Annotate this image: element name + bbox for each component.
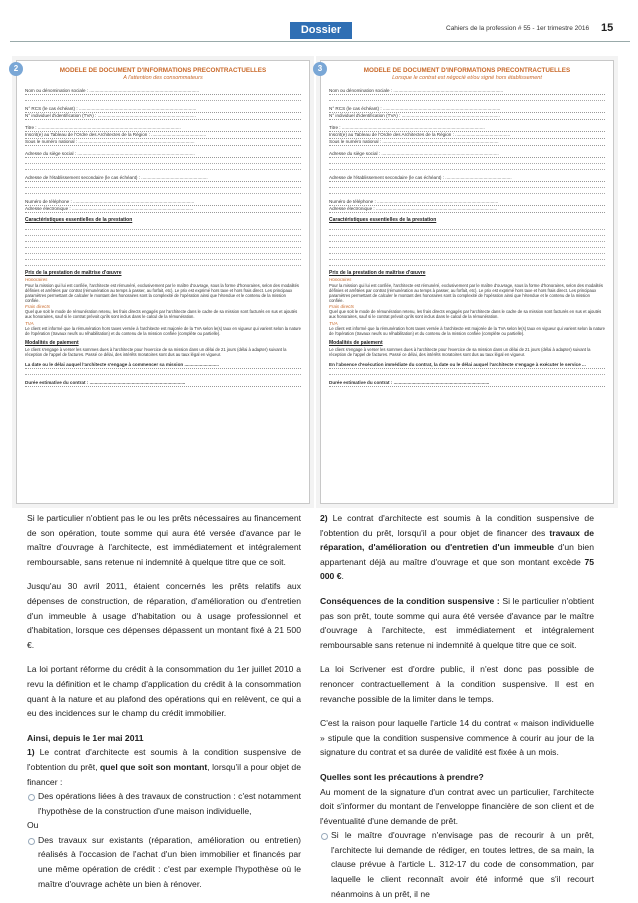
text-run: Si le particulier n'obtient pas son prêt, toute somme qui aura été versée d'avance par le maître d'ouvrage à l'architecte, est immédiatement et intégralement remboursable sans retenue ni indemnité à quelque titre que ce soit. xyxy=(320,595,594,650)
emphasis: Conséquences de la condition suspensive : xyxy=(320,595,500,606)
form-field: Sous le numéro national : ........................................................................................... xyxy=(329,139,605,146)
form-paragraph: Le client s'engage à verser les sommes dues à l'architecte pour l'exercice de sa mission dans un délai de 21 jours (délai à adapter) suivant la réception de l'appel de factures. Passé ce délai, des intérêts moratoires sont dus au taux légal en vigueur. xyxy=(25,347,287,358)
form-field: Titre : ................................................................................................................ xyxy=(329,125,605,132)
form-field: N° RCS (le cas échéant) : ............................................................................................ xyxy=(25,106,301,113)
article-column-right xyxy=(320,511,594,901)
form-field: Durée estimative du contrat : ........................................................................... xyxy=(329,380,605,387)
form-field: Numéro de téléphone : ............................................................................................... xyxy=(25,199,301,206)
bullet-item: Des travaux sur existants (réparation, amélioration ou entretien) réalisés à l'occasion de l'achat d'un bien immobilier et financés par une même opération de crédit : c'est par exemple l'hypothèse où le maître d'ouvrage achète un bien à rénover. xyxy=(27,833,301,891)
form-section-heading: Caractéristiques essentielles de la prestation xyxy=(25,217,133,223)
form-subtitle: A l'attention des consommateurs xyxy=(123,75,203,81)
form-sublabel: TVA xyxy=(25,320,34,326)
form-paragraph: Le client s'engage à verser les sommes dues à l'architecte pour l'exercice de sa mission dans un délai de 21 jours (délai à adapter) suivant la réception de l'appel de factures. Passé ce délai, des intérêts moratoires sont dus au taux légal en vigueur. xyxy=(329,347,591,358)
page-number: 15 xyxy=(601,22,614,34)
precontract-form-consumers xyxy=(16,60,310,504)
form-field: Adresse du siège social : ............................................................................................ xyxy=(329,151,605,158)
paragraph: Ou xyxy=(27,820,39,831)
bullet-item: Des opérations liées à des travaux de construction : c'est notamment l'hypothèse de la construction d'une maison individuelle, xyxy=(27,789,301,818)
figure-badge-3: 3 xyxy=(313,62,327,76)
form-dotted-line xyxy=(329,260,605,266)
paragraph xyxy=(320,511,594,584)
form-field: Nom ou dénomination sociale : ...................................................................................... xyxy=(329,88,605,95)
paragraph: C'est la raison pour laquelle l'article 14 du contrat « maison individuelle » stipule que la condition suspensive commence à courir au jour de la signature du contrat et sa durée de validité est fixée à un mois. xyxy=(320,718,594,758)
form-field: Durée estimative du contrat : ........................................................................... xyxy=(25,380,301,387)
form-subtitle: Lorsque le contrat est négocié et/ou signé hors établissement xyxy=(392,75,542,81)
emphasis: travaux de réparation, d'amélioration ou d'entretien d'un immeuble xyxy=(320,527,594,553)
precontract-form-off-premises xyxy=(320,60,614,504)
text-run: . xyxy=(341,571,344,582)
section-heading: Ainsi, depuis le 1er mai 2011 xyxy=(27,732,144,743)
form-field: Adresse électronique : ............................................................................................... xyxy=(329,206,605,213)
form-sublabel: TVA xyxy=(329,320,338,326)
form-paragraph: Pour la mission qui lui est confiée, l'architecte est rémunéré, exclusivement par le maître d'ouvrage, sous la forme d'honoraires, selon des modalités définies et arrêtées par contrat (rémunération au temps à passer, au forfait, etc). Le prix est exprimé hors taxe et hors frais direct. Les principaux paramètres permettant de calculer le montant des honoraires sont la complexité de l'opération ainsi que l'étendue et le contenu de la mission confiée. xyxy=(25,282,300,303)
form-field: Numéro de téléphone : ............................................................................................... xyxy=(329,199,605,206)
form-sublabel: Honoraires xyxy=(25,277,48,282)
figure-badge-2: 2 xyxy=(9,62,23,76)
form-field: Titre : ................................................................................................................ xyxy=(25,125,301,132)
bullet-item: Si le maître d'ouvrage n'envisage pas de recourir à un prêt, l'architecte lui demande de rédiger, en toutes lettres, de sa main, la clause prévue à l'article L. 312-17 du code de consommation, par laquelle le client reconnaît avoir été informé que s'il recourt néanmoins à un prêt, il ne xyxy=(320,828,594,901)
form-section-heading: Modalités de paiement xyxy=(25,340,79,347)
form-sublabel: Honoraires xyxy=(329,277,352,282)
paragraph: La loi portant réforme du crédit à la consommation du 1er juillet 2010 a revu la définition et le champ d'application du crédit à la consommation quant à la nature et au plafond des opérations qui en relèvent, ce qui a eu des incidences sur le champ du crédit immobilier. xyxy=(27,664,301,719)
form-field: Inscrit(e) au Tableau de l'Ordre des Architectes de la Région : ........................................... xyxy=(25,132,301,139)
item-number: 1) xyxy=(27,747,35,758)
form-section-heading: Caractéristiques essentielles de la prestation xyxy=(329,217,437,223)
form-field: N° individuel d'identification (TVA) : ............................................................................. xyxy=(329,113,605,120)
form-field: La date ou le délai auquel l'architecte s'engage à commencer sa mission ........................... xyxy=(25,362,301,369)
form-dotted-line xyxy=(25,260,301,266)
form-paragraph: Le client est informé que la rémunération hors taxes versée à l'architecte est majorée de la TVA selon le(s) taux en vigueur qui varient selon la nature de l'opération (travaux neufs ou réhabilitation) et du contenu de la mission confiée (complète ou partielle). xyxy=(25,326,302,337)
text-run: , lorsqu'il a pour objet de financer : xyxy=(27,761,301,787)
form-field: N° RCS (le cas échéant) : ............................................................................................ xyxy=(329,106,605,113)
form-field: Adresse de l'établissement secondaire (le cas échéant) : .................................................... xyxy=(25,175,301,182)
form-title: MODELE DE DOCUMENT D'INFORMATIONS PRECONTRACTUELLES xyxy=(59,67,267,74)
form-sublabel: Frais directs xyxy=(25,303,51,309)
text-run: d'un bien appartenant déjà au maître d'ouvrage et que son montant excède xyxy=(320,542,594,567)
form-field: En l'absence d'exécution immédiate du contrat, la date ou le délai auquel l'architecte s'engage à exécuter le service ... xyxy=(329,362,605,369)
running-head: Cahiers de la profession # 55 - 1er trimestre 2016 xyxy=(446,25,590,32)
form-section-heading: Modalités de paiement xyxy=(329,340,383,347)
form-field: Adresse de l'établissement secondaire (le cas échéant) : .................................................... xyxy=(329,175,605,182)
paragraph xyxy=(27,745,301,789)
form-field: Adresse du siège social : ............................................................................................ xyxy=(25,151,301,158)
form-section-heading: Prix de la prestation de maîtrise d'œuvre xyxy=(25,270,122,276)
emphasis: quel que soit son montant xyxy=(100,761,208,772)
text-run: Le contrat d'architecte est soumis à la condition suspensive de l'obtention du prêt, xyxy=(27,747,301,772)
form-title: MODELE DE DOCUMENT D'INFORMATIONS PRECONTRACTUELLES xyxy=(363,67,571,74)
form-field: Nom ou dénomination sociale : ...................................................................................... xyxy=(25,88,301,95)
header-rule xyxy=(10,41,630,42)
form-section-heading: Prix de la prestation de maîtrise d'œuvre xyxy=(329,270,426,276)
emphasis-amount: 75 000 € xyxy=(320,556,594,582)
form-paragraph: Quel que soit le mode de rémunération retenu, les frais directs engagés par l'architecte dans le cadre de sa mission sont facturés en sus et ajoutés aux honoraires, sauf si le contrat prévoit qu'ils sont inclus dans le calcul de la rémunération. xyxy=(25,309,298,320)
text-run: Le contrat d'architecte est soumis à la condition suspensive de l'obtention du prêt, lorsqu'il a pour objet de financer des xyxy=(320,513,594,538)
form-field: Adresse électronique : ............................................................................................... xyxy=(25,206,301,213)
article-column-left xyxy=(27,511,301,891)
section-heading: Quelles sont les précautions à prendre? xyxy=(320,771,484,782)
form-field: Inscrit(e) au Tableau de l'Ordre des Architectes de la Région : ........................................... xyxy=(329,132,605,139)
form-paragraph: Le client est informé que la rémunération hors taxes versée à l'architecte est majorée de la TVA selon le(s) taux en vigueur qui varient selon la nature de l'opération (travaux neufs ou réhabilitation) et du contenu de la mission confiée (complète ou partielle). xyxy=(329,326,606,337)
paragraph: La loi Scrivener est d'ordre public, il n'est donc pas possible de renoncer contractuellement à la condition suspensive. Il est en revanche possible de la limiter dans le temps. xyxy=(320,664,594,704)
paragraph: Au moment de la signature d'un contrat avec un particulier, l'architecte doit s'informer du montant de l'enveloppe financière de son client et de l'éventualité d'une demande de prêt. xyxy=(320,786,594,826)
item-number: 2) xyxy=(320,513,328,523)
paragraph: Jusqu'au 30 avril 2011, étaient concernés les prêts relatifs aux dépenses de construction, de réparation, d'amélioration ou d'entretien d'un immeuble à usage d'habitation ou à usage professionnel et d'habitation, lorsque ces dépenses dépassent un montant fixé à 21 500 €. xyxy=(27,581,301,650)
section-tag: Dossier xyxy=(290,22,352,39)
form-paragraph: Quel que soit le mode de rémunération retenu, les frais directs engagés par l'architecte dans le cadre de sa mission sont facturés en sus et ajoutés aux honoraires, sauf si le contrat prévoit qu'ils sont inclus dans le calcul de la rémunération. xyxy=(329,309,602,320)
paragraph xyxy=(320,594,594,652)
form-paragraph: Pour la mission qui lui est confiée, l'architecte est rémunéré, exclusivement par le maître d'ouvrage, sous la forme d'honoraires, selon des modalités définies et arrêtées par contrat (rémunération au temps à passer, au forfait, etc). Le prix est exprimé hors taxe et hors frais direct. Les principaux paramètres permettant de calculer le montant des honoraires sont la complexité de l'opération ainsi que l'étendue et le contenu de la mission confiée. xyxy=(329,282,604,303)
form-field: Sous le numéro national : ........................................................................................... xyxy=(25,139,301,146)
paragraph: Si le particulier n'obtient pas le ou les prêts nécessaires au financement de son opération, toute somme qui aura été versée d'avance par le maître d'ouvrage à l'architecte, est immédiatement et intégralement remboursable, sans retenue ni indemnité à quelque titre que ce soit. xyxy=(27,513,301,567)
form-sublabel: Frais directs xyxy=(329,303,355,309)
form-field: N° individuel d'identification (TVA) : ............................................................................. xyxy=(25,113,301,120)
